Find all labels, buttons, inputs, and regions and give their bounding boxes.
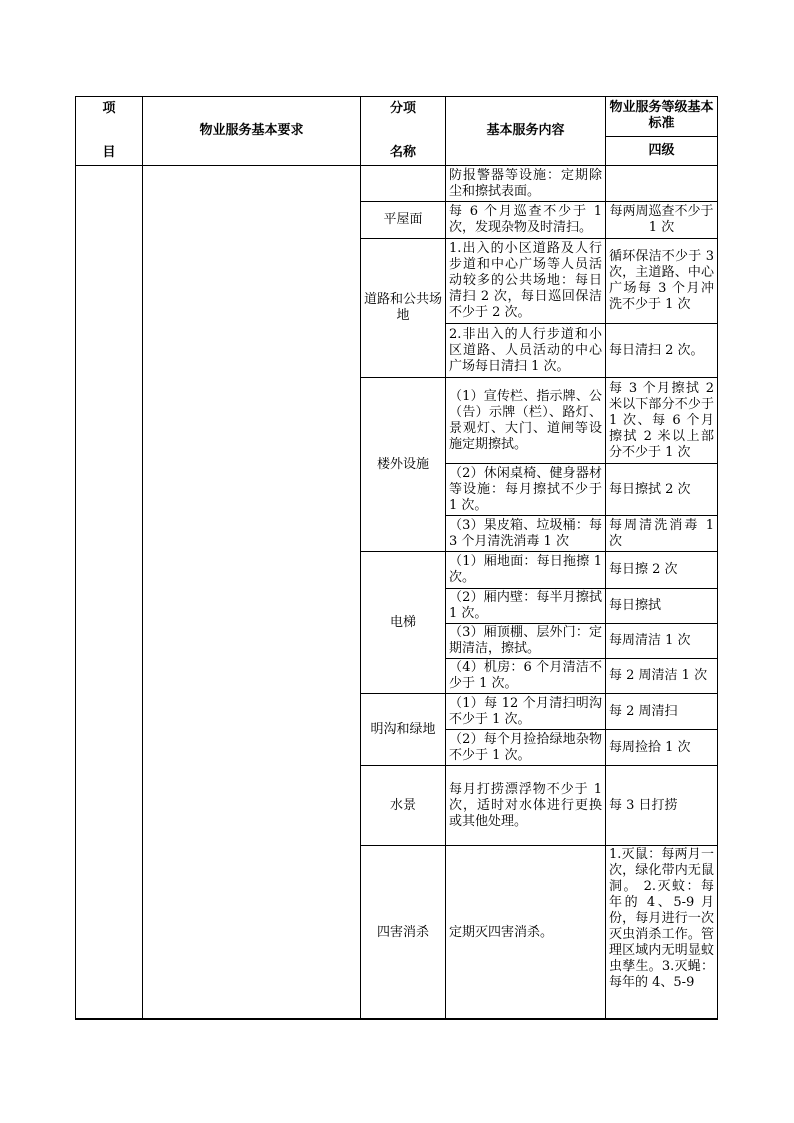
- table-row: [76, 166, 718, 202]
- requirements-column-cell: [143, 166, 361, 1020]
- content-cell: 2.非出入的人行步道和小区道路、人员活动的中心广场每日清扫 1 次。: [446, 324, 606, 378]
- content-cell: （1）厢地面：每日拖擦 1 次。: [446, 552, 606, 589]
- subitem-name-flat-roof: 平屋面: [361, 202, 446, 239]
- subitem-name-elevator: 电梯: [361, 552, 446, 694]
- subitem-name-roads: 道路和公共场地: [361, 239, 446, 378]
- standard-cell: 1.灭鼠：每两月一次，绿化带内无鼠洞。 2.灭蚊：每年的 4、5-9 月份，每月进行一次灭虫消杀工作。管理区域内无明显蚊虫孳生。3.灭蝇：每年的 4、5-9: [606, 846, 718, 1020]
- header-service-level-standard: 物业服务等级基本标准: [606, 97, 718, 137]
- standard-cell: 每周捡拾 1 次: [606, 730, 718, 766]
- header-basic-content: 基本服务内容: [446, 97, 606, 166]
- subitem-name-water: 水景: [361, 766, 446, 846]
- header-subitem-name: 分项 名称: [361, 97, 446, 166]
- content-cell: （1）每 12 个月清扫明沟不少于 1 次。: [446, 694, 606, 730]
- content-cell: （2）厢内壁：每半月擦拭 1 次。: [446, 589, 606, 624]
- content-cell: （1）宣传栏、指示牌、公（告）示牌（栏）、路灯、景观灯、大门、道闸等设施定期擦拭。: [446, 378, 606, 464]
- standard-cell: 每 2 周清洁 1 次: [606, 659, 718, 694]
- standard-cell: [606, 166, 718, 202]
- item-column-cell: [76, 166, 143, 1020]
- standard-cell: 每 2 周清扫: [606, 694, 718, 730]
- subitem-name-outdoor: 楼外设施: [361, 378, 446, 552]
- standard-cell: 每日擦拭: [606, 589, 718, 624]
- content-cell: 每 6 个月巡查不少于 1 次，发现杂物及时清扫。: [446, 202, 606, 239]
- service-standard-table: [75, 96, 718, 1020]
- header-basic-requirements: 物业服务基本要求: [143, 97, 361, 166]
- standard-cell: 每日清扫 2 次。: [606, 324, 718, 378]
- content-cell: （3）厢顶棚、层外门：定期清洁，擦拭。: [446, 624, 606, 659]
- standard-cell: 每两周巡查不少于 1 次: [606, 202, 718, 239]
- content-cell: 1.出入的小区道路及人行步道和中心广场等人员活动较多的公共场地：每日清扫 2 次，每日巡回保洁不少于 2 次。: [446, 239, 606, 324]
- subitem-name-empty: [361, 166, 446, 202]
- table-bottom-border: [75, 1018, 717, 1020]
- content-cell: （4）机房：6 个月清洁不少于 1 次。: [446, 659, 606, 694]
- standard-cell: 每 3 日打捞: [606, 766, 718, 846]
- standard-cell: 每周清洁 1 次: [606, 624, 718, 659]
- subitem-name-pests: 四害消杀: [361, 846, 446, 1020]
- content-cell: （2）每个月捡拾绿地杂物不少于 1 次。: [446, 730, 606, 766]
- subitem-name-ditch: 明沟和绿地: [361, 694, 446, 766]
- standard-cell: 每日擦 2 次: [606, 552, 718, 589]
- header-row-1: [76, 97, 718, 137]
- content-cell: 防报警器等设施：定期除尘和擦拭表面。: [446, 166, 606, 202]
- content-cell: （2）休闲桌椅、健身器材等设施：每月擦拭不少于 1 次。: [446, 464, 606, 516]
- content-cell: （3）果皮箱、垃圾桶：每 3 个月清洗消毒 1 次: [446, 516, 606, 552]
- content-cell: 定期灭四害消杀。: [446, 846, 606, 1020]
- standard-cell: 每周清洗消毒 1 次: [606, 516, 718, 552]
- standard-cell: 循环保洁不少于 3 次，主道路、中心广场每 3 个月冲洗不少于 1 次: [606, 239, 718, 324]
- standard-cell: 每日擦拭 2 次: [606, 464, 718, 516]
- content-cell: 每月打捞漂浮物不少于 1 次，适时对水体进行更换或其他处理。: [446, 766, 606, 846]
- header-item: 项 目: [76, 97, 143, 166]
- header-level-four: 四级: [606, 136, 718, 165]
- standard-cell: 每 3 个月擦拭 2 米以下部分不少于 1 次、每 6 个月擦拭 2 米以上部分不少于 1 次: [606, 378, 718, 464]
